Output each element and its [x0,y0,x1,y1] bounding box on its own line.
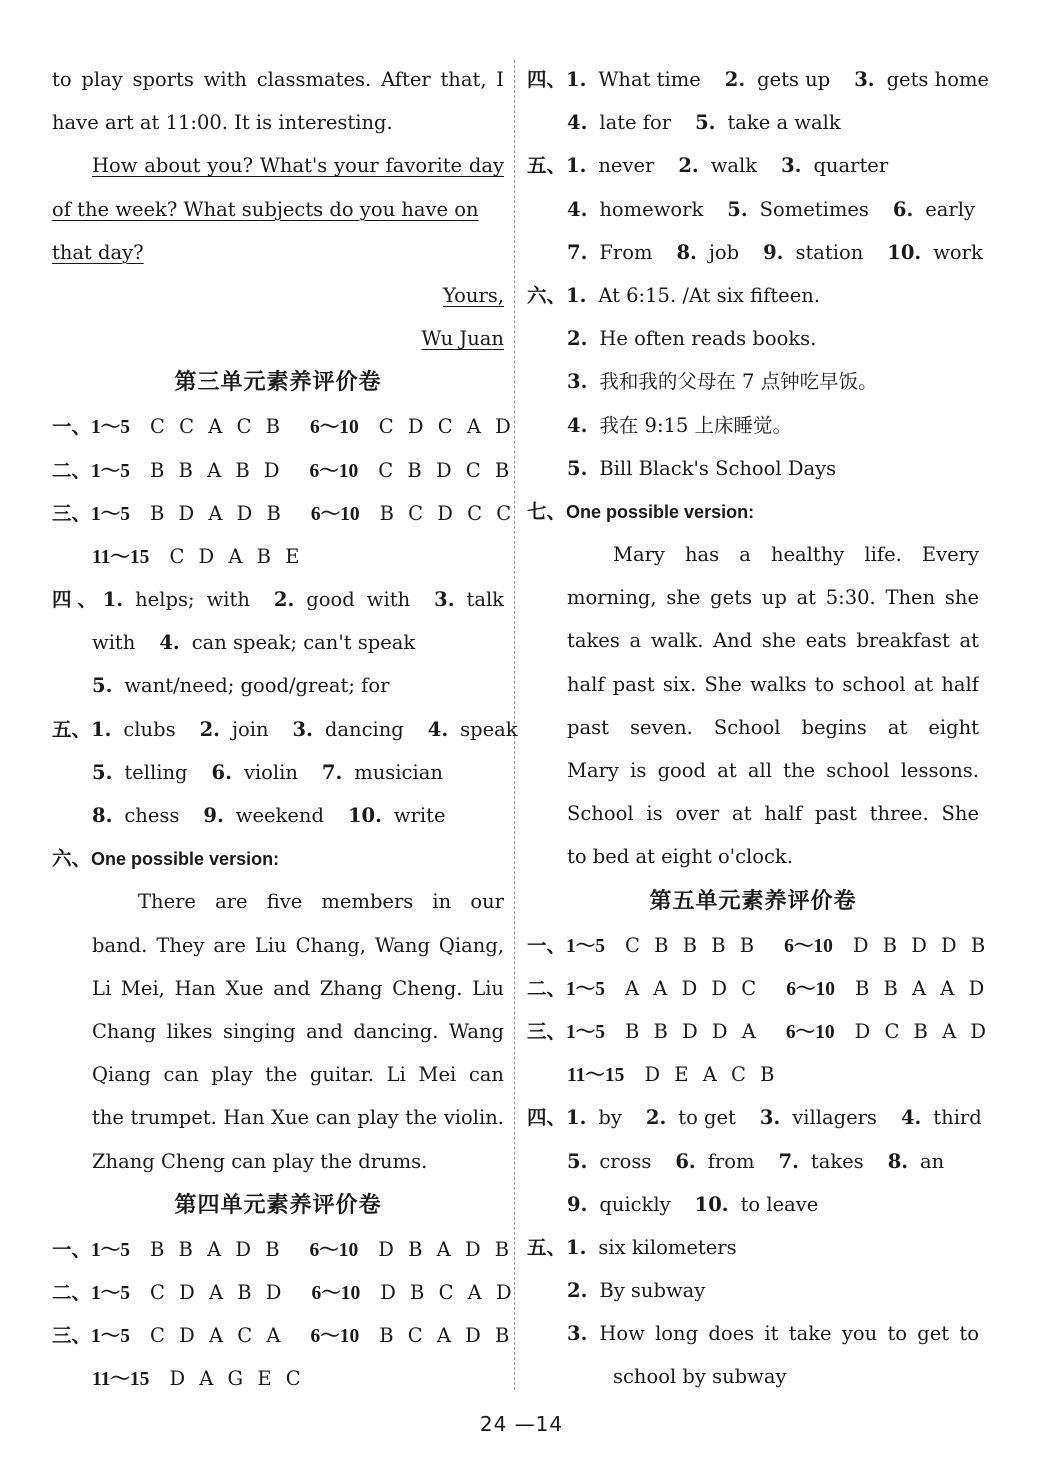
essay-line: Chang likes singing and dancing. Wang [92,1019,504,1043]
unit3-section-4: 四、1. helps; with 2. good with 3. talk [52,588,504,612]
essay-line: half past six. She walks to school at half [567,672,979,696]
unit4-section-6-cont: 5. Bill Black's School Days [567,456,837,480]
letter-signature: Wu Juan [421,327,504,351]
unit5-section-5-cont: 3. How long does it take you to get to [567,1322,979,1346]
letter-line: have art at 11:00. It is interesting. [52,111,393,135]
unit3-section-6-title: 六、One possible version: [52,847,280,871]
unit5-title: 第五单元素养评价卷 [649,888,857,914]
essay-line: takes a walk. And she eats breakfast at [567,629,979,653]
essay-line: past seven. School begins at eight [567,715,979,739]
essay-line: Li Mei, Han Xue and Zhang Cheng. Liu [92,976,504,1000]
unit4-section-5: 五、1. never 2. walk 3. quarter [527,154,889,178]
right-column [527,58,991,1399]
letter-closing: Yours, [442,283,504,307]
page-number: 24 —14 [479,1412,564,1436]
letter-line [52,231,504,274]
unit3-section-2: 二、1～5 B B A B D 6～10 C B D C B [52,458,514,482]
unit3-section-3-cont: 11～15 C D A B E [92,544,304,568]
unit3-title: 第三单元素养评价卷 [174,370,382,396]
letter-line [52,144,504,187]
unit4-section-5-cont: 4. homework 5. Sometimes 6. early [567,197,975,221]
unit3-section-3: 三、1～5 B D A D B 6～10 B C D C C [52,501,516,525]
unit4-section-5-cont: 7. From 8. job 9. station 10. work [567,240,983,264]
letter-line [52,188,504,231]
left-column [52,58,518,1400]
unit4-section-4: 四、1. What time 2. gets up 3. gets home [527,68,989,91]
unit4-title: 第四单元素养评价卷 [174,1192,382,1218]
unit4-section-6-cont: 4. 我在 9:15 上床睡觉。 [567,413,793,437]
unit4-section-6-cont: 2. He often reads books. [567,327,817,351]
unit5-section-5-cont: 2. By subway [567,1279,706,1303]
essay-line: to bed at eight o'clock. [567,845,793,869]
essay-line: band. They are Liu Chang, Wang Qiang, [92,933,504,957]
unit4-section-7-title: 七、One possible version: [527,499,755,523]
unit5-section-2: 二、1～5 A A D D C 6～10 B B A A D [527,976,989,1000]
essay-line: morning, she gets up at 5:30. Then she [567,586,979,610]
unit5-section-4-cont: 9. quickly 10. to leave [567,1192,819,1216]
essay-line: Zhang Cheng can play the drums. [92,1149,428,1173]
underlined-text: that day? [52,240,144,264]
essay-line: Mary has a healthy life. Every [613,543,979,567]
unit3-section-4-cont: 5. want/need; good/great; for [92,674,390,698]
unit5-section-4: 四、1. by 2. to get 3. villagers 4. third [527,1106,982,1130]
unit5-section-5: 五、1. six kilometers [527,1235,737,1259]
unit3-section-5-cont: 5. telling 6. violin 7. musician [92,760,443,784]
essay-line: Qiang can play the guitar. Li Mei can [92,1063,504,1087]
unit3-section-4-cont: with 4. can speak; can't speak [92,631,416,655]
underlined-text: of the week? What subjects do you have on [52,197,479,221]
unit3-section-5-cont: 8. chess 9. weekend 10. write [92,804,446,827]
unit4-section-1: 一、1～5 B B A D B 6～10 D B A D B [52,1237,514,1261]
unit4-section-2: 二、1～5 C D A B D 6～10 D B C A D [52,1280,516,1304]
unit4-section-3: 三、1～5 C D A C A 6～10 B C A D B [52,1324,514,1348]
essay-line: Mary is good at all the school lessons. [567,759,979,782]
unit5-section-3-cont: 11～15 D E A C B [567,1063,779,1087]
essay-line: the trumpet. Han Xue can play the violin. [92,1106,504,1130]
unit5-section-4-cont: 5. cross 6. from 7. takes 8. an [567,1149,945,1173]
unit4-section-6: 六、1. At 6:15. /At six fifteen. [527,283,821,307]
unit5-section-5-cont: school by subway [613,1365,787,1389]
letter-line: to play sports with classmates. After that, I [52,68,504,91]
essay-line: School is over at half past three. She [567,802,979,826]
unit4-section-6-cont: 3. 我和我的父母在 7 点钟吃早饭。 [567,370,878,394]
essay-line: There are five members in our [138,890,504,914]
underlined-text: How about you? What's your favorite day [92,154,504,178]
unit3-section-5: 五、1. clubs 2. join 3. dancing 4. speak [52,717,518,741]
unit5-section-3: 三、1～5 B B D D A 6～10 D C B A D [527,1019,991,1043]
unit5-section-1: 一、1～5 C B B B B 6～10 D B D D B [527,933,990,957]
unit4-section-4-cont: 4. late for 5. take a walk [567,111,841,135]
unit3-section-1: 一、1～5 C C A C B 6～10 C D C A D [52,415,515,439]
unit4-section-3-cont: 11～15 D A G E C [92,1367,305,1391]
